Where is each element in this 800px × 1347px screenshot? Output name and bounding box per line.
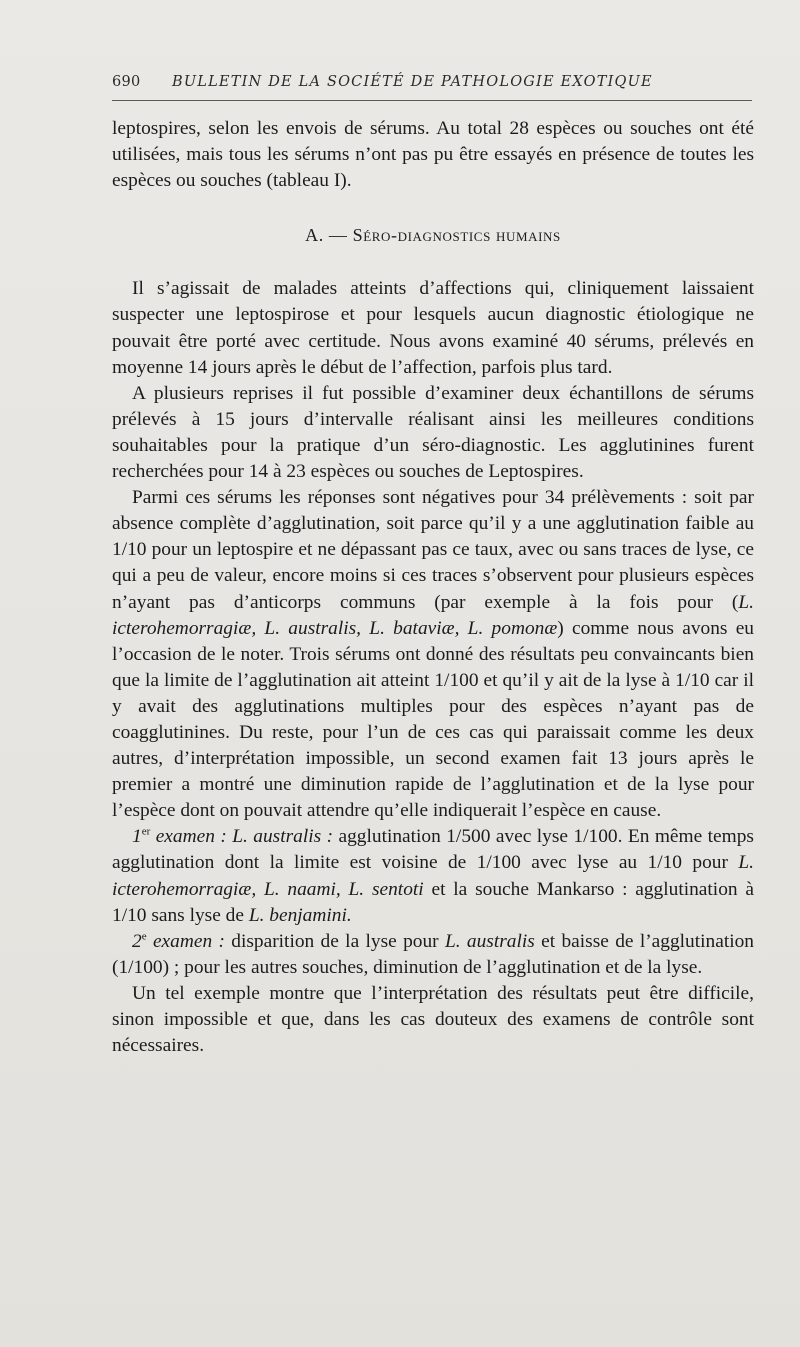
paragraph-1: leptospires, selon les envois de sérums. Au total 28 espèces ou souches ont été utilisées, mais tous les sérums n’ont pas pu être essayés en présence de toutes les espèces ou souches (tableau I). bbox=[112, 118, 754, 192]
exam-1-text-a: agglutination 1/500 avec lyse 1/100. En même temps agglutination dont la limite est voisine de 1/100 avec lyse au 1/10 pour bbox=[112, 826, 754, 874]
paragraph-2: Il s’agissait de malades atteints d’affections qui, cliniquement laissaient suspecter une leptospirose et pour lesquels aucun diagnostic étiologique ne pouvait être porté avec certitude. Nous avons examiné 40 sérums, prélevés en moyenne 14 jours après le début de l’affection, parfois plus tard. bbox=[112, 278, 754, 378]
exam-1-species: L. icterohemorragiæ, L. naami, L. sentoti bbox=[112, 852, 754, 900]
section-heading bbox=[112, 222, 754, 248]
exam-1-label: examen : L. australis : bbox=[155, 826, 334, 848]
paragraph-5 bbox=[112, 824, 754, 928]
paragraph-4-species: L. icterohemorragiæ, L. australis, L. bataviæ, L. pomonæ bbox=[112, 591, 754, 639]
paragraph-6 bbox=[112, 929, 754, 981]
page-number: 690 bbox=[112, 74, 141, 90]
section-letter: A. — bbox=[305, 225, 348, 246]
running-header bbox=[112, 74, 752, 90]
exam-1-species-2: L. benjamini. bbox=[248, 904, 352, 926]
paragraph-4-text-a: Parmi ces sérums les réponses sont négatives pour 34 prélèvements : soit par absence complète d’agglutination, soit parce qu’il y a une agglutination faible au 1/10 pour un leptospire et ne dépassant pas ce taux, avec ou sans traces de lyse, ce qui a peu de valeur, encore moins si ces traces s’observent pour plusieurs espèces n’ayant pas d’anticorps communs (par exemple à la fois pour bbox=[112, 487, 754, 613]
exam-2-text-b: et baisse de l’agglutination (1/100) ; pour les autres souches, diminution de l’agglutination et de la lyse. bbox=[112, 930, 754, 978]
exam-1-sup: er bbox=[141, 825, 151, 838]
exam-1-number: 1 bbox=[132, 826, 142, 848]
exam-1-text-b: et la souche Mankarso : agglutination à 1/10 sans lyse de bbox=[112, 878, 754, 926]
body-text bbox=[112, 116, 754, 1059]
exam-2-sup: e bbox=[141, 930, 147, 943]
paragraph-7: Un tel exemple montre que l’interprétation des résultats peut être difficile, sinon impossible et que, dans les cas douteux des examens de contrôle sont nécessaires. bbox=[112, 982, 754, 1057]
running-title: BULLETIN DE LA SOCIÉTÉ DE PATHOLOGIE EXOTIQUE bbox=[172, 74, 653, 90]
paragraph-3: A plusieurs reprises il fut possible d’examiner deux échantillons de sérums prélevés à 15 jours d’intervalle réalisant ainsi les meilleures conditions souhaitables pour la pratique d’un séro-diagnostic. Les agglutinines furent recherchées pour 14 à 23 espèces ou souches de Leptospires. bbox=[112, 382, 754, 483]
header-rule bbox=[112, 100, 752, 101]
paragraph-4-text-b: comme nous avons eu l’occasion de le noter. Trois sérums ont donné des résultats peu convaincants bien que la limite de l’agglutination ait atteint 1/100 et qu’il y ait de la lyse à 1/10 car il y avait des agglutinations multiples pour des espèces n’ayant pas de coagglutinines. Du reste, pour l’un de ces cas qui paraissait comme les deux autres, d’interprétation impossible, un second examen fait 13 jours après le premier a montré une diminution rapide de l’agglutination et de la lyse pour l’espèce dont on pouvait attendre qu’elle indiquerait l’espèce en cause. bbox=[112, 617, 755, 822]
exam-2-label: examen : bbox=[152, 930, 225, 952]
exam-2-text-a: disparition de la lyse pour bbox=[231, 930, 439, 952]
section-title: Séro-diagnostics humains bbox=[352, 225, 561, 246]
paragraph-4: Parmi ces sérums les réponses sont négatives pour 34 prélèvements : soit par absence complète d’agglutination, soit parce qu’il y a une agglutination faible au 1/10 pour un leptospire et ne dépassant pas ce taux, avec ou sans traces de lyse, ce qui a peu de valeur, encore moins si ces traces s’observent pour plusieurs espèces n’ayant pas d’anticorps communs (par exemple à la fois pour (L. icterohemorragiæ, L. australis, L. bataviæ, L. pomonæ) comme nous avons eu l’occasion de le noter. Trois sérums ont donné des résultats peu convaincants bien que la limite de l’agglutination ait atteint 1/100 et qu’il y ait de la lyse à 1/10 car il y avait des agglutinations multiples pour des espèces n’ayant pas de coagglutinines. Du reste, pour l’un de ces cas qui paraissait comme les deux autres, d’interprétation impossible, un second examen fait 13 jours après le premier a montré une diminution rapide de l’agglutination et de la lyse pour l’espèce dont on pouvait attendre qu’elle indiquerait l’espèce en cause. bbox=[112, 487, 755, 822]
exam-2-species: L. australis bbox=[444, 930, 535, 952]
exam-2-number: 2 bbox=[132, 930, 142, 952]
